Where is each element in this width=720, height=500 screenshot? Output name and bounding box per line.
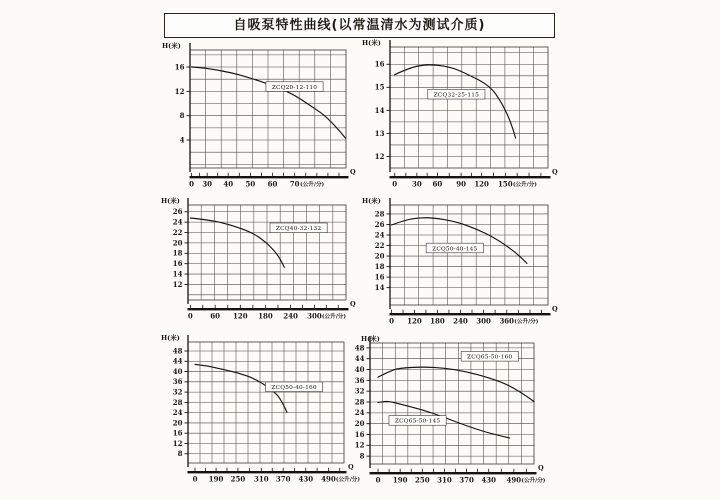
x-tick-label: 180 <box>258 311 273 321</box>
curve-label: ZCQ32-25-115 <box>433 92 480 99</box>
y-tick-label: 8 <box>359 451 365 461</box>
x-axis-title: Q <box>348 463 354 471</box>
y-tick-label: 22 <box>172 227 183 237</box>
grid <box>390 205 548 305</box>
y-tick-label: 15 <box>374 82 385 92</box>
y-tick-label: 36 <box>172 377 183 387</box>
x-tick-label: 120 <box>407 316 422 326</box>
curve-zcq20-12-110 <box>192 67 346 138</box>
y-tick-label: 12 <box>172 279 183 289</box>
x-tick-label: 50 <box>245 179 256 189</box>
x-tick-label: 0 <box>187 311 193 321</box>
x-unit-label: (公升/分) <box>521 478 546 485</box>
x-unit-label: (公升/分) <box>321 314 347 321</box>
y-tick-label: 28 <box>354 397 365 407</box>
grid <box>188 205 346 300</box>
y-tick-label: 32 <box>354 386 365 396</box>
grid <box>190 50 346 168</box>
x-tick-label: 60 <box>210 311 221 321</box>
y-tick-label: 40 <box>172 366 183 376</box>
y-tick-label: 18 <box>374 261 385 271</box>
x-tick-label: 190 <box>208 474 224 484</box>
x-tick-label: 300 <box>307 311 322 321</box>
x-axis-bar <box>390 176 551 178</box>
x-tick-label: 30 <box>202 179 213 189</box>
x-tick-label: 0 <box>389 316 395 326</box>
y-tick-label: 14 <box>374 105 385 115</box>
x-tick-label: 150 <box>498 179 513 189</box>
chart-canvas <box>360 40 560 192</box>
y-tick-label: 16 <box>172 259 183 269</box>
y-tick-label: 48 <box>172 346 183 356</box>
y-tick-label: 26 <box>374 219 385 229</box>
y-tick-label: 12 <box>354 440 365 450</box>
x-axis-title: Q <box>350 168 356 176</box>
y-tick-label: 16 <box>354 429 365 439</box>
y-tick-label: 20 <box>172 238 183 248</box>
curve-label: ZCQ40-32-132 <box>275 226 322 233</box>
y-tick-label: 12 <box>172 438 183 448</box>
x-tick-label: 300 <box>476 316 491 326</box>
grid <box>390 47 548 168</box>
x-tick-label: 120 <box>474 179 489 189</box>
x-tick-label: 370 <box>459 475 474 485</box>
curve-label: ZCQ50-40-145 <box>432 246 478 253</box>
chart-zcq50-40-145 <box>360 195 560 333</box>
page-title: 自吸泵特性曲线(以常温清水为测试介质) <box>164 13 555 38</box>
curve-zcq65-50-160 <box>378 367 534 401</box>
y-tick-label: 12 <box>374 151 385 161</box>
x-tick-label: 90 <box>456 179 466 189</box>
x-tick-label: 240 <box>283 311 298 321</box>
x-tick-label: 490 <box>321 474 336 484</box>
chart-zcq50-40-160 <box>160 332 360 490</box>
x-tick-label: 430 <box>298 474 314 484</box>
x-axis-title: Q <box>552 305 558 313</box>
y-tick-label: 24 <box>172 217 183 227</box>
y-tick-label: 24 <box>374 230 385 240</box>
plot-border <box>390 205 548 305</box>
y-axis-title: H(米) <box>161 334 180 342</box>
y-axis-title: H(米) <box>162 42 181 50</box>
y-tick-label: 22 <box>374 240 385 250</box>
y-tick-label: 40 <box>354 364 365 374</box>
chart-zcq40-32-132 <box>160 195 360 327</box>
chart-canvas <box>160 40 360 192</box>
plot-border <box>390 47 548 168</box>
y-axis-title: H(米) <box>362 39 381 47</box>
y-tick-label: 8 <box>177 449 183 459</box>
y-axis-title: H(米) <box>362 197 381 205</box>
y-tick-label: 36 <box>354 375 365 385</box>
x-tick-label: 310 <box>437 475 452 485</box>
chart-canvas <box>160 332 360 490</box>
x-tick-label: 490 <box>506 475 522 485</box>
y-tick-label: 20 <box>354 419 365 429</box>
x-tick-label: 250 <box>415 475 430 485</box>
chart-canvas <box>354 332 560 492</box>
y-tick-label: 14 <box>374 283 385 293</box>
x-tick-label: 190 <box>392 475 408 485</box>
y-tick-label: 16 <box>374 59 385 69</box>
x-tick-label: 60 <box>432 179 443 189</box>
y-tick-label: 20 <box>374 251 385 261</box>
chart-zcq65-50-160-145 <box>354 332 560 492</box>
y-tick-label: 44 <box>172 356 183 366</box>
y-tick-label: 28 <box>374 209 385 219</box>
x-tick-label: 370 <box>275 474 291 484</box>
y-tick-label: 4 <box>179 135 185 145</box>
y-tick-label: 24 <box>354 408 365 418</box>
x-tick-label: 40 <box>223 179 234 189</box>
x-tick-label: 30 <box>411 179 422 189</box>
y-tick-label: 14 <box>172 269 183 279</box>
x-axis-title: Q <box>538 464 544 472</box>
y-tick-label: 8 <box>179 111 185 121</box>
x-tick-label: 120 <box>232 311 248 321</box>
y-tick-label: 12 <box>174 86 185 96</box>
x-tick-label: 0 <box>189 179 194 189</box>
x-tick-label: 310 <box>254 474 269 484</box>
x-tick-label: 250 <box>230 474 246 484</box>
x-axis-bar <box>188 471 347 473</box>
curve-label: ZCQ50-40-160 <box>271 385 317 392</box>
y-tick-label: 28 <box>172 397 183 407</box>
y-tick-label: 16 <box>374 272 385 282</box>
y-tick-label: 26 <box>172 207 183 217</box>
x-axis-title: Q <box>350 300 356 308</box>
chart-canvas <box>160 195 360 327</box>
y-tick-label: 32 <box>172 387 183 397</box>
y-tick-label: 48 <box>354 343 365 353</box>
y-tick-label: 13 <box>374 128 385 138</box>
x-axis-bar <box>190 176 349 178</box>
x-tick-label: 180 <box>430 316 445 326</box>
y-tick-label: 24 <box>172 408 183 418</box>
y-tick-label: 16 <box>172 428 183 438</box>
x-tick-label: 0 <box>192 474 198 484</box>
y-tick-label: 16 <box>174 62 185 72</box>
y-axis-title: H(米) <box>361 335 380 343</box>
x-tick-label: 0 <box>392 179 398 189</box>
x-tick-label: 360 <box>499 316 515 326</box>
x-unit-label: (公升/分) <box>514 319 539 326</box>
chart-canvas <box>360 195 560 333</box>
curve-label: ZCQ65-50-145 <box>394 418 441 425</box>
x-axis-bar <box>390 313 551 315</box>
x-tick-label: 0 <box>375 475 381 485</box>
x-axis-bar <box>370 472 537 474</box>
x-tick-label: 70 <box>289 179 300 189</box>
x-tick-label: 240 <box>453 316 468 326</box>
curve-label: ZCQ65-50-160 <box>467 354 513 361</box>
chart-zcq32-25-115 <box>360 40 560 192</box>
y-tick-label: 44 <box>354 354 365 364</box>
chart-zcq20-12-110 <box>160 40 360 192</box>
grid <box>188 342 344 463</box>
x-axis-title: Q <box>552 168 558 176</box>
y-axis-title: H(米) <box>161 197 180 205</box>
x-unit-label: (公升/分) <box>512 182 537 189</box>
y-tick-label: 20 <box>172 418 183 428</box>
x-tick-label: 430 <box>481 475 497 485</box>
x-unit-label: (公升/分) <box>300 182 325 189</box>
x-unit-label: (公升/分) <box>335 477 361 484</box>
curve-label: ZCQ20-12-110 <box>271 84 318 91</box>
y-tick-label: 18 <box>172 248 183 258</box>
x-axis-bar <box>188 308 349 310</box>
x-tick-label: 60 <box>267 179 278 189</box>
